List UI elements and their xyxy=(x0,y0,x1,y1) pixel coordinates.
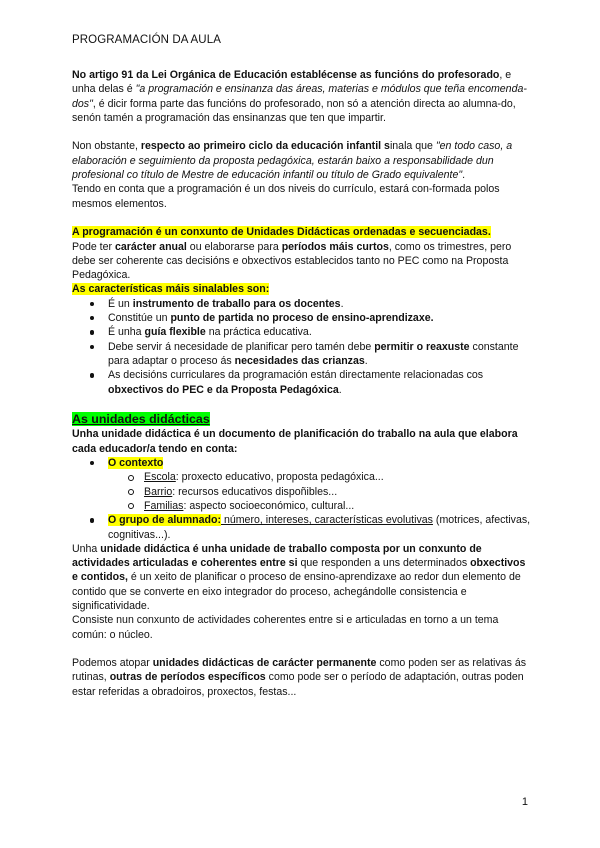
text: ou elaborarse para xyxy=(186,240,282,253)
text: : recursos educativos dispoñibles... xyxy=(172,485,338,498)
paragraph-tipos-unidades xyxy=(72,656,532,699)
characteristics-list xyxy=(72,297,532,397)
list-item xyxy=(108,311,532,325)
sublist-item xyxy=(144,485,532,499)
underlined-term: Escola xyxy=(144,471,176,484)
text: . xyxy=(340,297,344,310)
underlined-term: Familias xyxy=(144,499,184,512)
italic-quote: "en todo caso, a elaboración e seguimiento da proposta pedagóxica, estarán baixo a responsabilidade dun profesional co título de Mestre de educación infantil ou título de Grado equivalente" xyxy=(72,140,513,182)
text: é un xeito de planificar o proceso de ensino-aprendizaxe ao redor dun elemento de contido que se converte en eixo integrador do proceso, achegándolle consistencia e significatividade. xyxy=(72,571,521,612)
list-item-grupo xyxy=(108,513,532,542)
text: Unha xyxy=(72,542,101,555)
text: , como os trimestres, pero debe ser coherente cas decisións e obxectivos establecidos tanto no PEC como na Proposta Pedagóxica. xyxy=(72,240,512,282)
page-number: 1 xyxy=(521,796,528,808)
bold-text: outras de períodos específicos xyxy=(109,671,266,684)
bold-text: necesidades das crianzas xyxy=(234,354,365,367)
text: inala que xyxy=(389,140,436,153)
text: Podemos atopar xyxy=(72,657,153,670)
text: . xyxy=(338,383,342,396)
bold-text: punto de partida no proceso de ensino-aprendizaxe. xyxy=(170,312,434,325)
underlined-term: número, intereses, características evolutivas xyxy=(221,514,433,527)
highlighted-heading: A programación é un conxunto de Unidades Didácticas ordenadas e secuenciadas. xyxy=(72,226,491,239)
paragraph-unidade-intro xyxy=(72,427,532,456)
paragraph-primeiro-ciclo xyxy=(72,139,532,182)
highlighted-label: O grupo de alumnado: xyxy=(108,514,221,527)
context-sublist xyxy=(108,470,532,513)
text: (motrices, afectivas, cognitivas...). xyxy=(108,514,531,541)
list-item xyxy=(108,340,532,369)
sublist-item xyxy=(144,470,532,484)
bold-text: obxectivos e contidos, xyxy=(72,557,526,584)
sublist-item xyxy=(144,499,532,513)
text: como poden ser as relativas ás rutinas, xyxy=(72,657,527,684)
bold-text: unidade didáctica é unha unidade de traballo composta por un conxunto de actividades articuladas e coherentes entre si xyxy=(72,542,482,570)
paragraph-nucleo: Consiste nun conxunto de actividades coherentes entre si e articuladas en torno a un tema común: o núcleo. xyxy=(72,614,499,641)
text: : aspecto socioeconómico, cultural... xyxy=(183,499,355,512)
text: Debe servir á necesidade de planificar pero tamén debe xyxy=(108,340,375,353)
text: É unha xyxy=(108,326,145,339)
text: Pode ter xyxy=(72,240,115,253)
text: . xyxy=(462,169,466,182)
highlighted-label: O contexto xyxy=(108,457,164,470)
bold-text: carácter anual xyxy=(115,240,187,253)
text: , e unha delas é xyxy=(72,69,512,96)
section-heading-unidades xyxy=(72,411,532,427)
highlight-programacion xyxy=(72,225,532,239)
text: É un xyxy=(108,297,133,310)
text: : proxecto educativo, proposta pedagóxica... xyxy=(175,471,384,484)
text: na práctica educativa. xyxy=(205,326,312,339)
list-item xyxy=(108,325,532,339)
bold-text: permitir o reaxuste xyxy=(374,340,470,353)
bold-text: unidades didácticas de carácter permanente xyxy=(152,657,377,670)
bold-text: períodos máis curtos xyxy=(281,240,389,253)
paragraph-unidade-definicion xyxy=(72,542,532,613)
bold-text: Unha unidade didáctica é un documento de planificación do traballo na aula que elabora cada educador/a tendo en conta: xyxy=(72,428,518,455)
underlined-term: Barrio xyxy=(144,485,173,498)
highlight-caracteristicas xyxy=(72,282,532,296)
text: As decisións curriculares da programación están directamente relacionadas cos xyxy=(108,369,484,382)
text: . xyxy=(364,354,368,367)
bold-text: guía flexible xyxy=(144,326,206,339)
bold-text: respecto ao primeiro ciclo da educación infantil s xyxy=(140,140,390,153)
section-heading: As unidades didácticas xyxy=(72,412,210,427)
italic-quote: "a programación e ensinanza das áreas, materias e módulos que teña encomenda-dos" xyxy=(72,83,527,110)
paragraph-curriculo: Tendo en conta que a programación é un dos niveis do currículo, estará con-formada polos mesmos elementos. xyxy=(72,183,500,210)
bold-text: obxectivos do PEC e da Proposta Pedagóxica xyxy=(108,383,339,396)
highlighted-heading: As características máis sinalables son: xyxy=(72,283,270,296)
paragraph-caracter xyxy=(72,240,532,283)
text: Non obstante, xyxy=(72,140,141,153)
paragraph-lei-organica xyxy=(72,68,532,125)
document-body xyxy=(72,68,532,699)
text: que responden a uns determinados xyxy=(297,557,471,570)
text: Constitúe un xyxy=(108,312,171,325)
list-item-contexto xyxy=(108,456,532,513)
text: como pode ser o período de adaptación, outras poden estar referidas a obradoiros, proxectos, festas... xyxy=(72,671,524,698)
list-item xyxy=(108,368,532,397)
bold-text: No artigo 91 da Lei Orgánica de Educación establécense as funcións do profesorado xyxy=(72,69,500,81)
page-header: PROGRAMACIÓN DA AULA xyxy=(72,34,221,46)
list-item xyxy=(108,297,532,311)
context-list xyxy=(72,456,532,542)
text: constante para adaptar o proceso ás xyxy=(108,340,519,367)
bold-text: instrumento de traballo para os docentes xyxy=(132,297,341,310)
text: , é dicir forma parte das funcións do profesorado, non só a atención directa ao alumna-do, senón tamén a programación das ensinanzas que ten que impartir. xyxy=(72,97,516,124)
